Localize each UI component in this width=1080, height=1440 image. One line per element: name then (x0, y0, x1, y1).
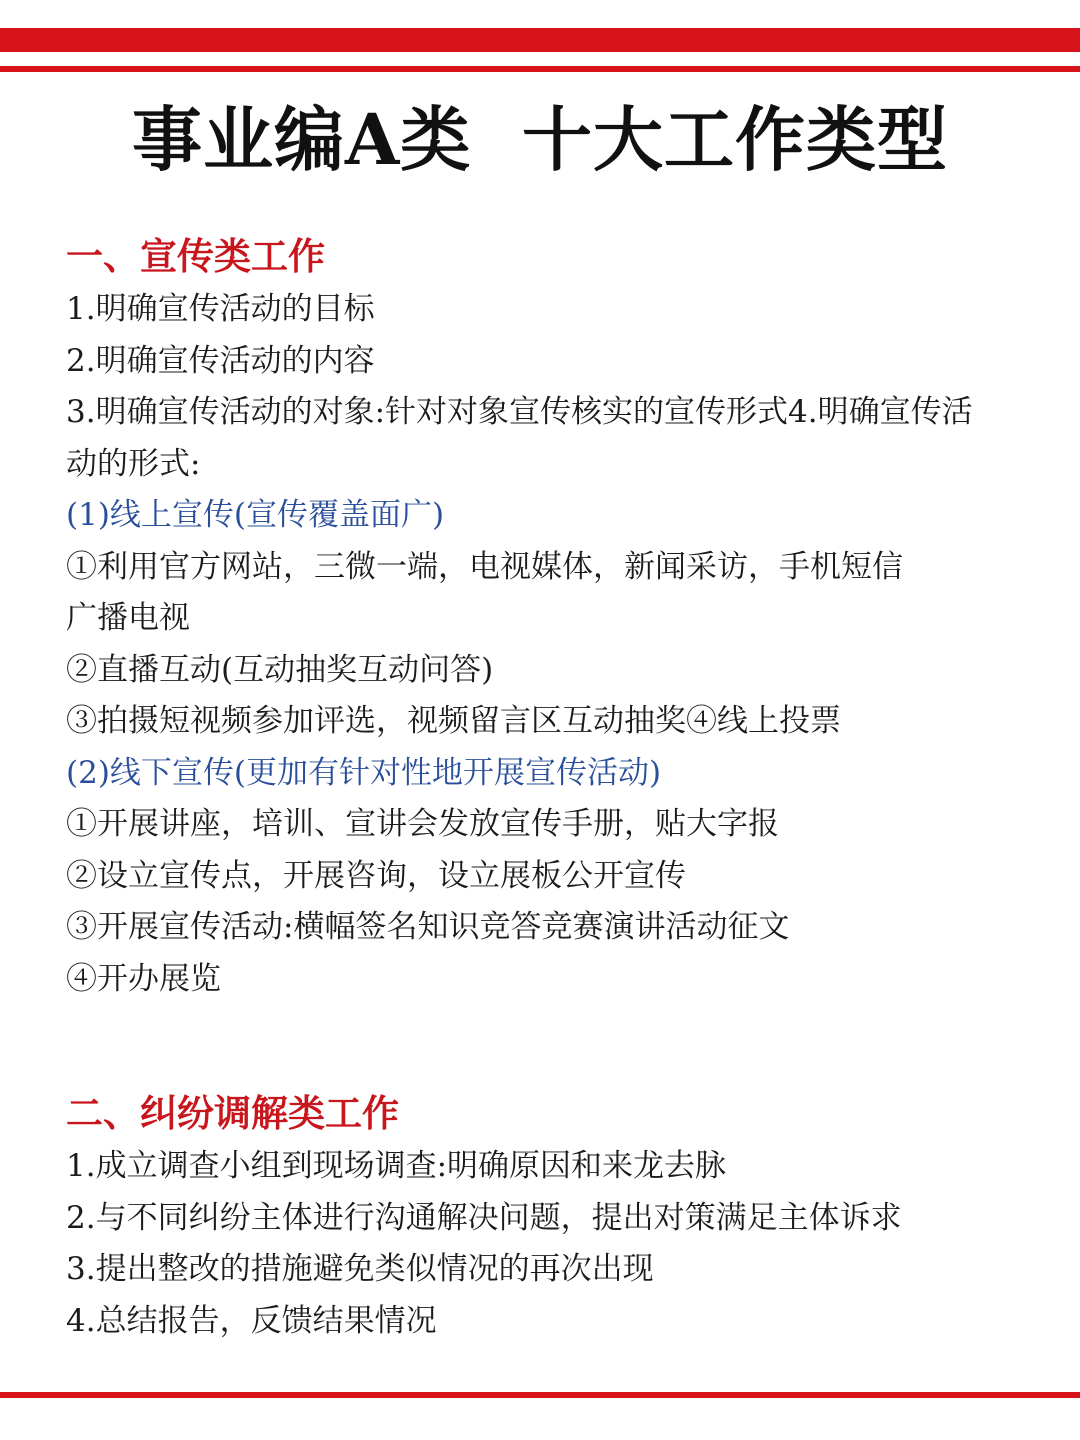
subheading-online-publicity: (1)线上宣传(宣传覆盖面广) (66, 497, 445, 533)
list-item: ③拍摄短视频参加评选，视频留言区互动抽奖④线上投票 (66, 703, 841, 739)
list-item: 2.明确宣传活动的内容 (66, 342, 375, 379)
list-item: 1.明确宣传活动的目标 (66, 291, 375, 327)
section-spacer (66, 1005, 1026, 1085)
top-red-line (0, 66, 1080, 72)
section-heading-publicity: 一、宣传类工作 (66, 234, 325, 278)
page-title: 事业编A类 十大工作类型 (131, 98, 949, 181)
list-item: 4.总结报告，反馈结果情况 (66, 1302, 437, 1339)
list-item: ①利用官方网站，三微一端，电视媒体，新闻采访，手机短信 (66, 548, 903, 585)
list-item: ②直播互动(互动抽奖互动问答) (66, 651, 494, 688)
list-item: 广播电视 (66, 600, 190, 636)
list-item: ④开办展览 (66, 960, 221, 997)
bottom-red-line (0, 1392, 1080, 1398)
list-item: ①开展讲座，培训、宣讲会发放宣传手册，贴大字报 (66, 806, 779, 842)
list-item: ③开展宣传活动:横幅签名知识竞答竞赛演讲活动征文 (66, 909, 790, 945)
document-body (66, 228, 1026, 1347)
list-item: ②设立宣传点，开展咨询，设立展板公开宣传 (66, 857, 686, 894)
subheading-offline-publicity: (2)线下宣传(更加有针对性地开展宣传活动) (66, 754, 662, 791)
list-item: 3.明确宣传活动的对象:针对对象宣传核实的宣传形式4.明确宣传活 (66, 394, 973, 430)
list-item: 1.成立调查小组到现场调查:明确原因和来龙去脉 (66, 1148, 727, 1184)
section-heading-dispute-mediation: 二、纠纷调解类工作 (66, 1091, 399, 1135)
list-item: 动的形式: (66, 445, 201, 482)
list-item: 3.提出整改的措施避免类似情况的再次出现 (66, 1251, 654, 1287)
list-item: 2.与不同纠纷主体进行沟通解决问题，提出对策满足主体诉求 (66, 1199, 902, 1236)
top-red-bar (0, 28, 1080, 52)
